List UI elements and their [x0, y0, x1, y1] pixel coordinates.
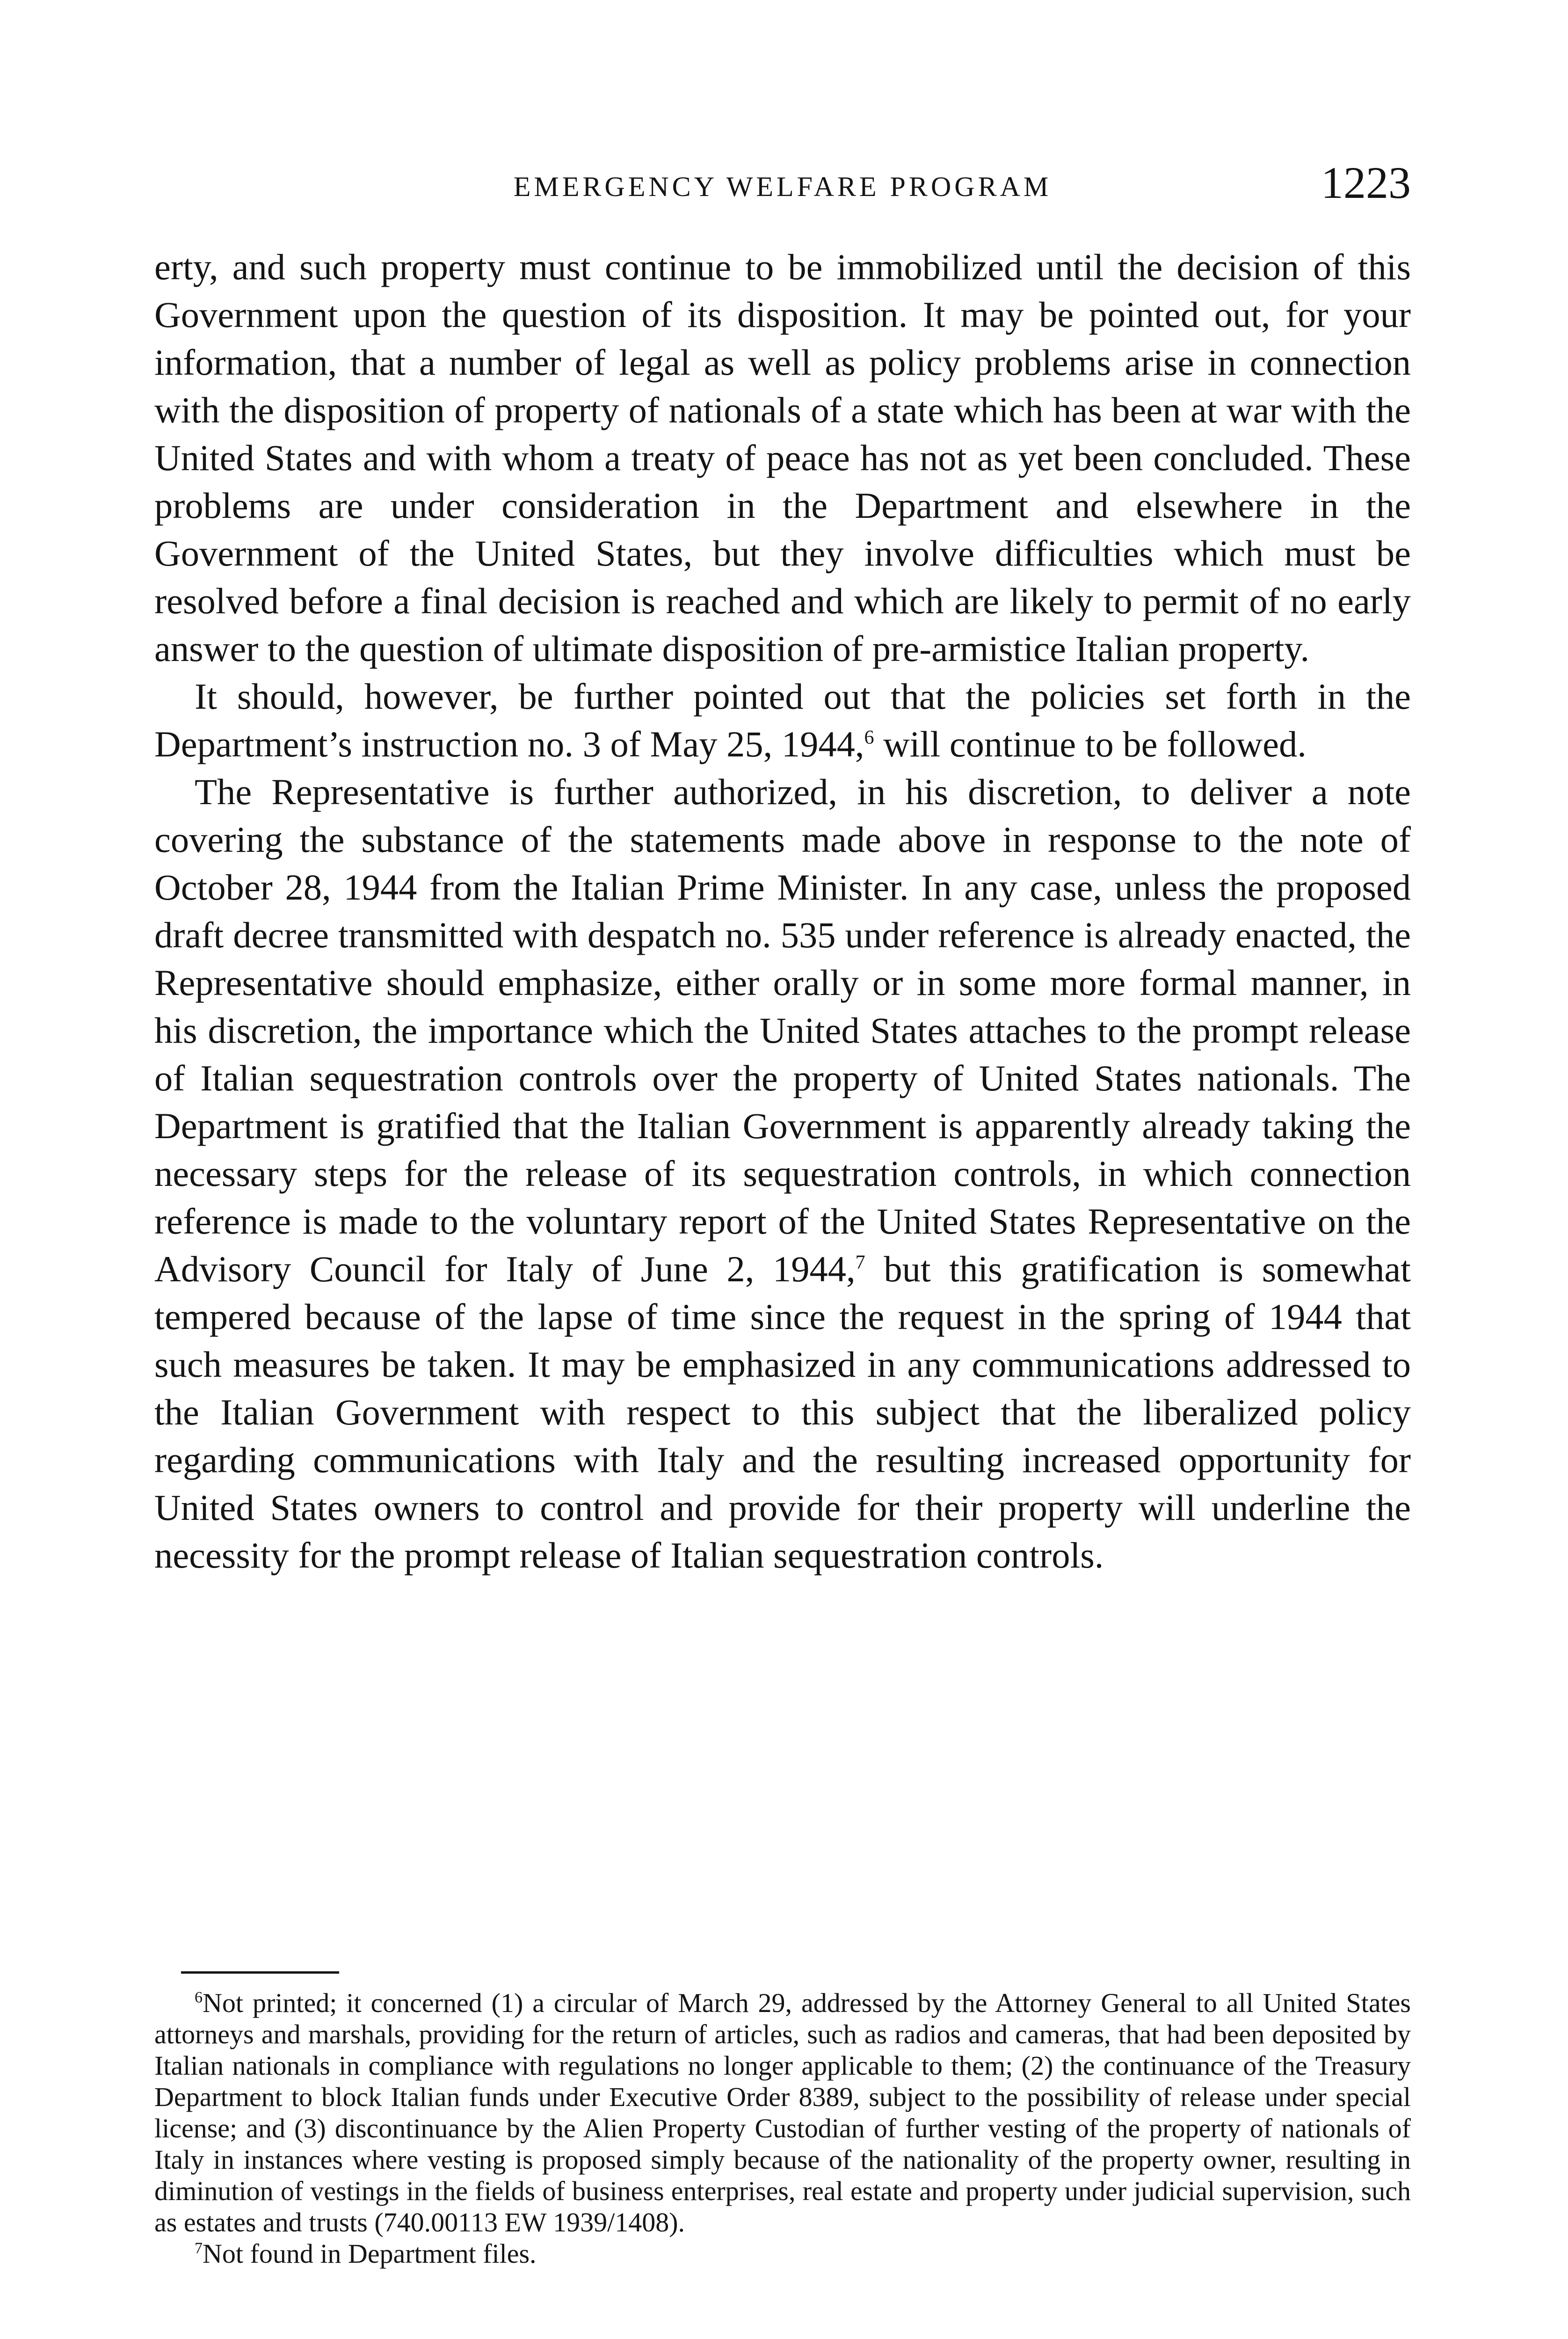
- page-number: 1223: [1321, 158, 1411, 208]
- paragraph-text: but this gratification is somewhat tempered because of the lapse of time since the request in the spring of 1944 that such measures be taken. It may be emphasized in any communications addressed to the Italian Government with respect to this subject that the liberalized policy regarding communications with Italy and the resulting increased opportunity for United States owners to control and provide for their property will underline the necessity for the prompt release of Italian sequestration controls.: [154, 1249, 1411, 1576]
- footnote-7: [154, 2238, 1411, 2269]
- running-title: EMERGENCY WELFARE PROGRAM: [513, 171, 1052, 202]
- paragraph-text: The Representative is further authorized, in his discretion, to deliver a note covering the substance of the statements made above in response to the note of October 28, 1944 from the Italian Prime Minister. In any case, unless the proposed draft decree transmitted with despatch no. 535 under reference is already enacted, the Representative should emphasize, either orally or in some more formal manner, in his discretion, the importance which the United States attaches to the prompt release of Italian sequestration controls over the property of United States nationals. The Department is gratified that the Italian Government is apparently already taking the necessary steps for the release of its sequestration controls, in which connection reference is made to the voluntary report of the United States Representative on the Advisory Council for Italy of June 2, 1944,: [154, 771, 1411, 1289]
- footnote-marker: 7: [195, 2239, 203, 2257]
- footnotes: [154, 1987, 1411, 2269]
- paragraph-policies: [154, 673, 1411, 768]
- footnote-divider: [181, 1971, 339, 1974]
- paragraph-text: will continue to be followed.: [874, 724, 1307, 764]
- footnote-marker: 6: [195, 1989, 203, 2006]
- footnote-text: Not found in Department files.: [203, 2238, 537, 2269]
- footnote-6: [154, 1987, 1411, 2238]
- paragraph-representative: [154, 768, 1411, 1579]
- footnote-reference-7: 7: [855, 1251, 865, 1273]
- body-text: [154, 243, 1411, 1579]
- running-head: [154, 157, 1411, 208]
- paragraph-continuation: erty, and such property must continue to be immobilized until the decision of this Government upon the question of its disposition. It may be pointed out, for your information, that a number of legal as well as policy problems arise in connection with the disposition of property of nationals of a state which has been at war with the United States and with whom a treaty of peace has not as yet been concluded. These problems are under consideration in the Department and elsewhere in the Government of the United States, but they involve difficulties which must be resolved before a final decision is reached and which are likely to permit of no early answer to the question of ultimate disposition of pre-armistice Italian property.: [154, 247, 1411, 669]
- footnote-text: Not printed; it concerned (1) a circular of March 29, addressed by the Attorney General to all United States attorneys and marshals, providing for the return of articles, such as radios and cameras, that had been deposited by Italian nationals in compliance with regulations no longer applicable to them; (2) the continuance of the Treasury Department to block Italian funds under Executive Order 8389, subject to the possibility of release under special license; and (3) discontinuance by the Alien Property Custodian of further vesting of the property of nationals of Italy in instances where vesting is proposed simply because of the nationality of the property owner, resulting in diminution of vestings in the fields of business enterprises, real estate and property under judicial supervision, such as estates and trusts (740.00113 EW 1939/1408).: [154, 1988, 1411, 2237]
- footnote-reference-6: 6: [864, 726, 874, 748]
- paragraph-text: It should, however, be further pointed out that the policies set forth in the Department’s instruction no. 3 of May 25, 1944,: [154, 676, 1411, 764]
